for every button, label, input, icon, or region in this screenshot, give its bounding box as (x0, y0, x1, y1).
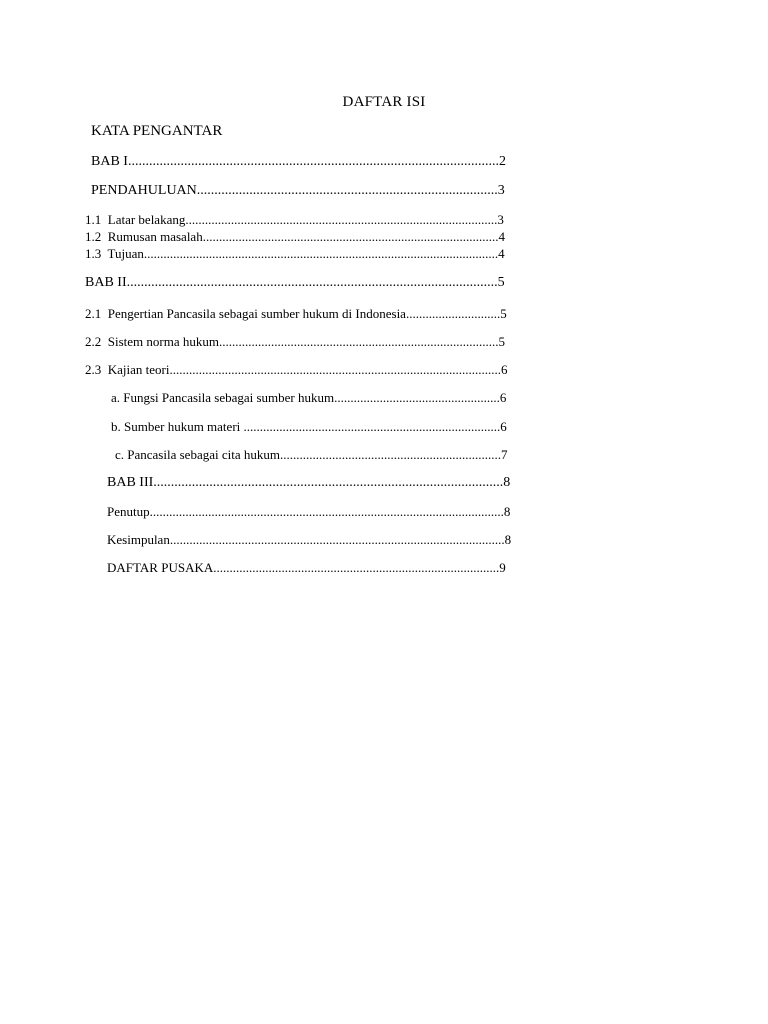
toc-label: BAB II (85, 275, 127, 290)
toc-page-number: 4 (498, 229, 505, 244)
toc-entry-1-1: 1.1 Latar belakang................................................................................................3 (85, 212, 504, 227)
page-title: DAFTAR ISI (342, 94, 426, 110)
toc-label: BAB I (91, 154, 128, 169)
toc-entry-pendahuluan: PENDAHULUAN......................................................................................3 (91, 183, 505, 198)
toc-label: PENDAHULUAN (91, 183, 197, 198)
toc-entry-2-3-a: a. Fungsi Pancasila sebagai sumber hukum...................................................6 (111, 390, 507, 405)
toc-label: b. Sumber hukum materi (111, 419, 244, 434)
toc-page-number: 2 (498, 154, 506, 169)
toc-entry-2-1: 2.1 Pengertian Pancasila sebagai sumber hukum di Indonesia.............................5 (85, 306, 507, 321)
toc-entry-kesimpulan: Kesimpulan.......................................................................................................8 (107, 532, 512, 547)
toc-page-number: 8 (504, 532, 512, 547)
toc-label: a. Fungsi Pancasila sebagai sumber hukum (111, 390, 335, 405)
toc-entry-penutup: Penutup.............................................................................................................8 (107, 504, 511, 519)
toc-label: 1.1 Latar belakang (85, 212, 186, 227)
toc-page-number: 3 (497, 183, 505, 198)
toc-page-number: 4 (498, 246, 505, 261)
toc-page-number: 6 (499, 390, 507, 405)
toc-entry-bab-2: BAB II..........................................................................................................5 (85, 275, 505, 290)
toc-page-number: 7 (500, 447, 508, 462)
toc-entry-1-3: 1.3 Tujuan.............................................................................................................4 (85, 246, 505, 261)
toc-entry-1-2: 1.2 Rumusan masalah...........................................................................................4 (85, 229, 505, 244)
toc-entry-2-3-c: c. Pancasila sebagai cita hukum....................................................................7 (115, 447, 508, 462)
toc-entry-2-2: 2.2 Sistem norma hukum......................................................................................5 (85, 334, 505, 349)
toc-label: Kesimpulan (107, 532, 170, 547)
toc-page-number: 6 (500, 419, 507, 434)
toc-entry-2-3: 2.3 Kajian teori......................................................................................................6 (85, 362, 508, 377)
toc-page-number: 5 (498, 334, 505, 349)
toc-label: 2.3 Kajian teori (85, 362, 170, 377)
toc-entry-bab-1: BAB I..........................................................................................................2 (91, 154, 506, 169)
toc-entry-bab-3: BAB III....................................................................................................8 (107, 475, 511, 490)
toc-page-number: 8 (503, 475, 511, 490)
toc-page-number: 8 (503, 504, 511, 519)
toc-label: 2.2 Sistem norma hukum (85, 334, 219, 349)
toc-page-number: 5 (500, 306, 507, 321)
toc-label: c. Pancasila sebagai cita hukum (115, 447, 280, 462)
toc-label: Penutup (107, 504, 150, 519)
toc-page-number: 3 (497, 212, 504, 227)
toc-label: DAFTAR PUSAKA (107, 560, 214, 575)
toc-page-number: 5 (497, 275, 505, 290)
toc-label: 1.3 Tujuan (85, 246, 144, 261)
toc-label: 2.1 Pengertian Pancasila sebagai sumber hukum di Indonesia (85, 306, 406, 321)
toc-label: BAB III (107, 475, 154, 490)
toc-label: 1.2 Rumusan masalah (85, 229, 203, 244)
toc-page-number: 6 (500, 362, 508, 377)
toc-heading-kata-pengantar: KATA PENGANTAR (91, 123, 223, 139)
toc-entry-2-3-b: b. Sumber hukum materi ...............................................................................6 (111, 419, 507, 434)
toc-page-number: 9 (499, 560, 506, 575)
toc-entry-daftar-pusaka: DAFTAR PUSAKA........................................................................................9 (107, 560, 506, 575)
